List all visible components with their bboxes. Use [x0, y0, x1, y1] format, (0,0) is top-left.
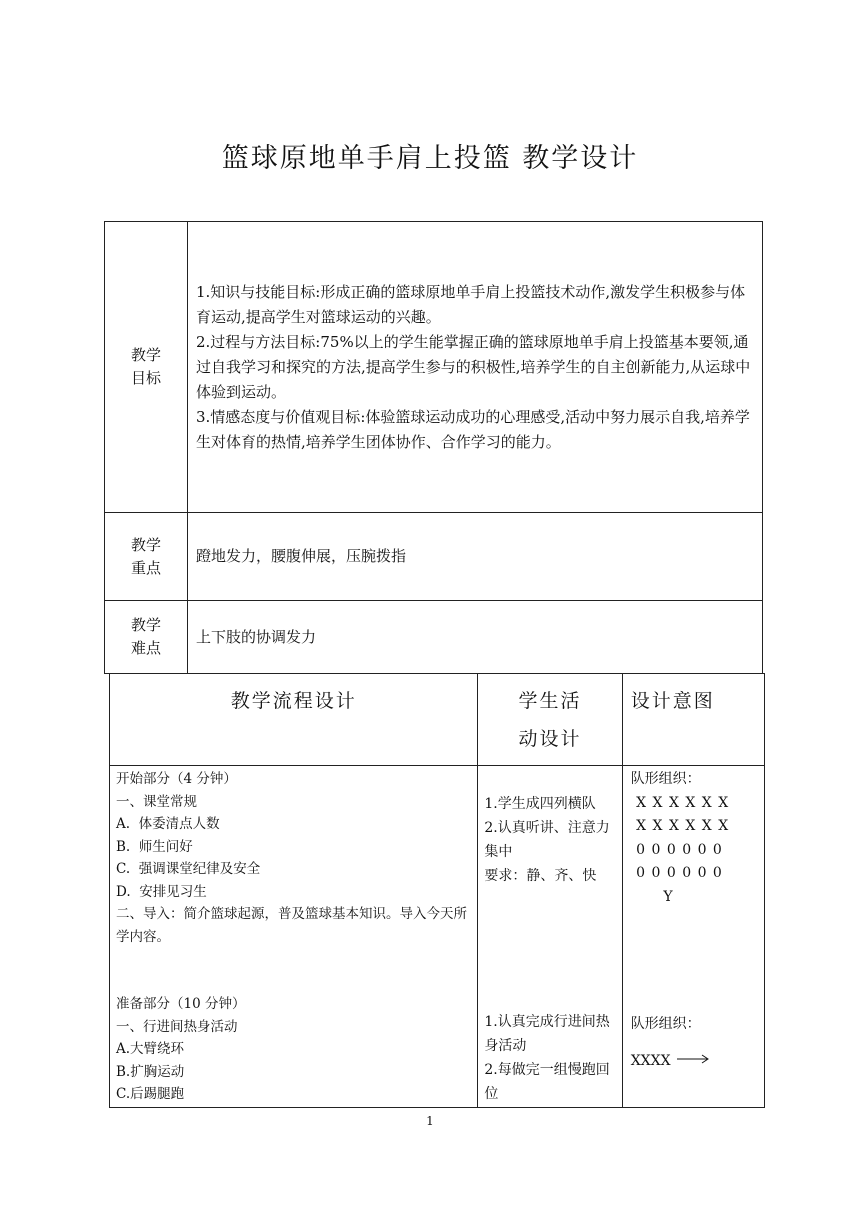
formation-row: 0 0 0 0 0 0 [630, 865, 723, 881]
process-header: 教学流程设计 [110, 674, 478, 766]
intent-spacer [631, 909, 762, 1013]
difficulties-row [105, 601, 763, 674]
formation-row: X X X X X X [630, 794, 730, 811]
content-row [110, 766, 765, 1108]
difficulties-content: 上下肢的协调发力 [188, 601, 763, 674]
intent-spacer [631, 1037, 762, 1049]
formation-march [631, 1049, 762, 1073]
activity-header: 学生活 动设计 [478, 674, 622, 766]
process-line: D. 安排见习生 [116, 883, 207, 900]
process-line: 一、课堂常规 [116, 793, 197, 810]
process-content [110, 766, 478, 1108]
document-title: 篮球原地单手肩上投篮 教学设计 [221, 143, 639, 174]
goal-item: 1.知识与技能目标:形成正确的篮球原地单手肩上投篮技术动作,激发学生积极参与体育运动,提高学生对篮球运动的兴趣。 [196, 282, 746, 326]
process-line: B. 师生问好 [116, 838, 193, 855]
key-points-content: 蹬地发力，腰腹伸展，压腕拨指 [188, 513, 763, 601]
process-line: A. 体委清点人数 [116, 816, 220, 832]
formation-label: 队形组织： [630, 1016, 701, 1032]
activity-line: 要求：静、齐、快 [484, 868, 597, 884]
header-row [110, 674, 765, 766]
process-spacer [116, 948, 473, 993]
goals-label: 教学 目标 [105, 222, 188, 513]
activity-content [478, 766, 622, 1108]
process-line: 二、导入：简介篮球起源，普及篮球基本知识。导入今天所学内容。 [116, 906, 467, 945]
process-line: B.扩胸运动 [116, 1063, 185, 1080]
activity-line: 1.认真完成行进间热身活动 [484, 1014, 610, 1054]
goals-content [188, 222, 763, 513]
activity-spacer [484, 888, 617, 1010]
difficulties-label: 教学 难点 [105, 601, 188, 674]
key-points-label: 教学 重点 [105, 513, 188, 601]
process-line: A.大臂绕环 [116, 1041, 185, 1057]
goal-item: 3.情感态度与价值观目标:体验篮球运动成功的心理感受,活动中努力展示自我,培养学生对体育的热情,培养学生团体协作、合作学习的能力。 [196, 407, 750, 451]
activity-line: 2.认真听讲、注意力集中 [484, 820, 610, 860]
formation-row: 0 0 0 0 0 0 [630, 841, 723, 858]
right-arrow-icon [677, 1049, 709, 1073]
teacher-marker: Y [630, 888, 674, 905]
intent-header: 设计意图 [622, 674, 764, 766]
process-line: 开始部分（4 分钟） [116, 771, 237, 787]
process-line: 准备部分（10 分钟） [116, 996, 246, 1012]
goal-item: 2.过程与方法目标:75%以上的学生能掌握正确的篮球原地单手肩上投篮基本要领,通过自我学习和探究的方法,提高学生参与的积极性,培养学生的自主创新能力,从运球中体验到运动。 [196, 332, 751, 401]
process-table [109, 673, 765, 1108]
activity-line: 2.每做完一组慢跑回位 [484, 1062, 610, 1102]
formation-row: X X X X X X [630, 818, 730, 834]
activity-line: 1.学生成四列横队 [484, 796, 596, 812]
march-label: XXXX [630, 1052, 671, 1069]
page-number: 1 [426, 1114, 434, 1128]
objectives-table [104, 221, 763, 674]
process-line: C. 强调课堂纪律及安全 [116, 861, 261, 877]
formation-label: 队形组织： [630, 771, 701, 787]
process-line: 一、行进间热身活动 [116, 1018, 238, 1035]
intent-content [622, 766, 764, 1108]
goals-row [105, 222, 763, 513]
process-line: C.后踢腿跑 [116, 1086, 185, 1102]
key-points-row [105, 513, 763, 601]
